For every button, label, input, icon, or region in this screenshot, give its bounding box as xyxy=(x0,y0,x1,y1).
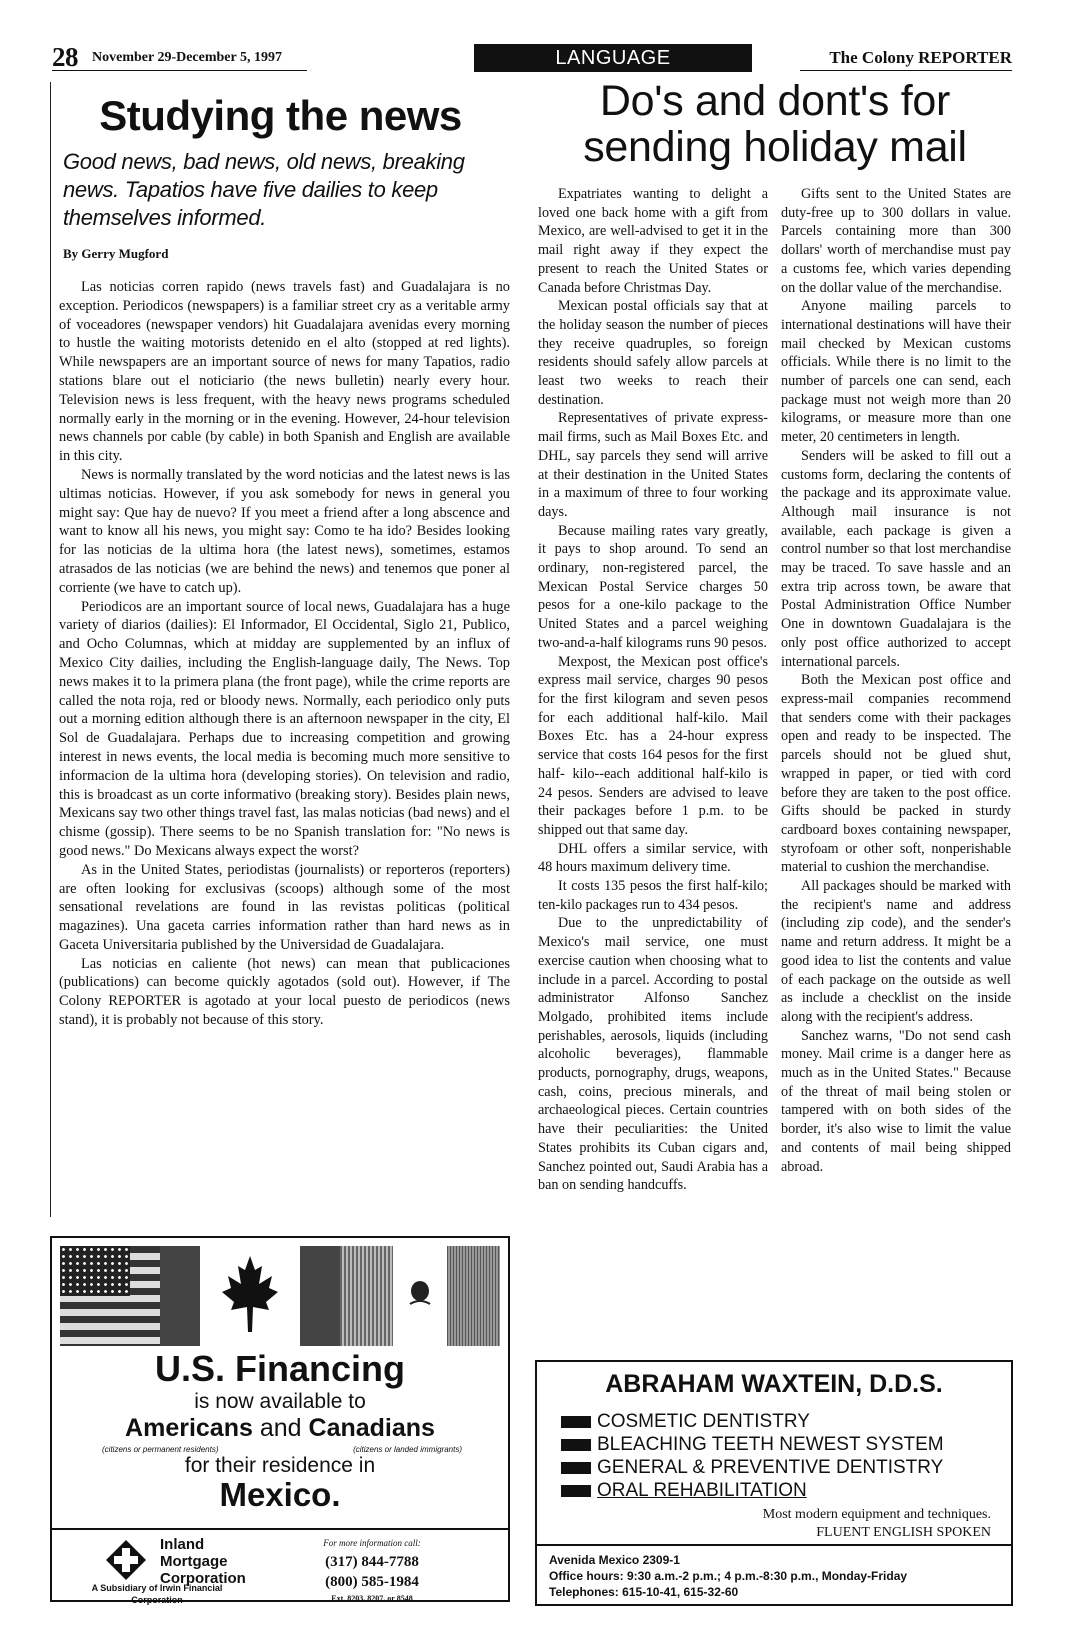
paragraph: Las noticias corren rapido (news travels fast) and Guadalajara is no exception. Periodicos (newspapers) is a familiar street cry as a veritable army of voceadores (newspaper vendors) hit Guadalajara avenidas every morning to hustle the waiting motorists detenido en el alto (stopped at red lights). While newspapers are an important source of news for many Tapatios, radio stations blare out el noticiario (the news bulletin) nearly every hour. Television news is less frequent, with the heavy news programs scheduled normally early in the morning or in the evening. However, 24-hour television news channels por cable (by cable) in both Spanish and English are available in this city. xyxy=(59,279,510,465)
paragraph: Periodicos are an important source of local news, Guadalajara has a huge variety of diarios (dailies): El Informador, El Occidental, Siglo 21, Publico, and Ocho Columnas, which at midday are supplemented by an influx of Mexico City dailies, including the English-language daily, The News. Top news makes it to la primera plana (the front page), while the crime reports are called the nota roja, red or bloody news. Normally, each periodico only puts out a morning edition although there is an afternoon newspaper in the city, El Sol de Guadalajara. Perhaps due to increasing competition and growing interest in news events, the local media is becoming much more sensitive to informacion de la ultima hora (developing stories). On television and radio, this is broadcast as un corte informativo (breaking story). Besides plain news, Mexicans say two other things travel fast, las malas noticias (bad news) and el chisme (gossip). There seems to be no Spanish translation for: "No news is good news." Do Mexicans always expect the worst? xyxy=(59,598,510,859)
page-number: 28 xyxy=(52,42,78,72)
canadians-label: Canadians xyxy=(308,1414,435,1442)
financing-country: Mexico. xyxy=(219,1476,341,1513)
paragraph: News is normally translated by the word noticias and the latest news is las ultimas noticias. However, if you ask somebody for news in general you might say: Que hay de nuevo? If you meet a friend after a long abscence and want to know all his news, you might say: Como te ha ido? Besides looking for las noticias de la ultima hora (the latest news), sometimes, estamos atrasados de las noticias (we are behind the news) and tenemos que poner al corriente (we have to catch up). xyxy=(59,466,510,596)
list-item: COSMETIC DENTISTRY xyxy=(561,1410,944,1433)
eligibility-notes xyxy=(102,1445,462,1454)
bullet-bar-icon xyxy=(561,1462,591,1474)
phone-2: (800) 585-1984 xyxy=(325,1574,419,1590)
financing-audience xyxy=(52,1414,508,1443)
paragraph: Gifts sent to the United States are duty-free up to 300 dollars in value. Parcels containing more than 300 dollars' worth of merchandise must pay a customs fee, which varies depending on the dollar value of the merchandise. xyxy=(781,186,1011,296)
lender-name: Inland Mortgage Corporation xyxy=(160,1536,246,1587)
address: Avenida Mexico 2309-1 xyxy=(549,1553,680,1567)
paragraph: Because mailing rates vary greatly, it pays to shop around. To send an ordinary, non-registered parcel, the Mexican Postal Service charges 50 pesos for a one-kilo package to the United States and a parcel weighing two-and-a-half kilograms runs 90 pesos. xyxy=(538,522,768,651)
paragraph: Expatriates wanting to delight a loved one back home with a gift from Mexico, are well-advised to get it in the mail right away if they expect the present to reach the United States or Canada before Christmas Day. xyxy=(538,186,768,296)
list-item: ORAL REHABILITATION xyxy=(561,1479,944,1502)
bullet-bar-icon xyxy=(561,1439,591,1451)
eagle-emblem-icon xyxy=(407,1278,433,1308)
masthead-rule-right xyxy=(800,70,1012,71)
dentist-contact xyxy=(549,1552,907,1600)
americans-label: Americans xyxy=(125,1414,253,1442)
paragraph: Sanchez warns, "Do not send cash money. Mail crime is a danger here as much as in the United States." Because of the threat of mail being stolen or tampered with on both sides of the border, it's also wise to limit the value and contents of mail being shipped abroad. xyxy=(781,1027,1011,1175)
left-article xyxy=(50,82,510,1217)
maple-leaf-icon xyxy=(220,1252,280,1337)
dentist-name: ABRAHAM WAXTEIN, D.D.S. xyxy=(605,1370,943,1398)
canadians-note: (citizens or landed immigrants) xyxy=(353,1445,462,1454)
paragraph: As in the United States, periodistas (journalists) or reporteros (reporters) are often looking for exclusivas (scoops) although some of the most sensational revelations are found in las revistas politicas (political magazines). Una gaceta carries information rather than hard news as in Gaceta Universitaria published by the Universidad de Guadalajara. xyxy=(59,861,510,953)
call-label: For more information call: xyxy=(323,1538,421,1548)
list-item: BLEACHING TEETH NEWEST SYSTEM xyxy=(561,1433,944,1456)
right-article-column-2 xyxy=(781,185,1011,1176)
paragraph: Senders will be asked to fill out a customs form, declaring the contents of the package and its approximate value. Although mail insurance is not available, each package is given a control number so that lost merchandise may be traced. To save hassle and an extra trip across town, be aware that Postal Administration Office Number One in downtown Guadalajara is the only post office authorized to accept international parcels. xyxy=(781,447,1011,670)
paragraph: Las noticias en caliente (hot news) can mean that publicaciones (publications) can become quickly agotados (sold out). However, if The Colony REPORTER is agotado at your local puesto de periodicos (news stand), it is probably not because of this story. xyxy=(59,955,510,1029)
dentist-ad xyxy=(535,1360,1013,1606)
list-item: GENERAL & PREVENTIVE DENTISTRY xyxy=(561,1456,944,1479)
paragraph: DHL offers a similar service, with 48 hours maximum delivery time. xyxy=(538,840,768,876)
paper-name: The Colony REPORTER xyxy=(829,48,1012,67)
paragraph: Due to the unpredictability of Mexico's mail service, one must exercise caution when choosing what to include in a parcel. According to postal administrator Alfonso Sanchez Molgado, prohibited items include perishables, aerosols, liquids (including alcoholic beverages), flammable products, pornography, drugs, weapons, cash, coins, precious minerals, and archaeological pieces. Certain countries have their peculiarities: the United States prohibits its Cuban cigars and, Sanchez pointed out, Saudi Arabia has a ban on sending handcuffs. xyxy=(538,915,768,1194)
financing-ad xyxy=(50,1236,510,1605)
phone-extensions: Ext. 8203, 8207, or 8548 xyxy=(331,1594,413,1603)
paragraph: All packages should be marked with the recipient's name and address (including zip code), and the sender's name and return address. It might be a good idea to list the contents and value of each package on the outside as well as include a checklist on the inside along with the recipient's address. xyxy=(781,878,1011,1025)
americans-note: (citizens or permanent residents) xyxy=(102,1445,219,1454)
telephones: Telephones: 615-10-41, 615-32-60 xyxy=(549,1585,739,1599)
us-flag-icon xyxy=(60,1246,160,1346)
left-article-body xyxy=(59,278,510,1030)
masthead xyxy=(52,40,1012,74)
phone-1: (317) 844-7788 xyxy=(325,1554,419,1570)
financing-headline: U.S. Financing xyxy=(154,1348,405,1389)
paragraph: Mexpost, the Mexican post office's express mail service, charges 90 pesos for the first kilogram and seven pesos for each additional half-kilo. Mail Boxes Etc. has a 24-hour express service that costs 164 pesos for the first half- kilo--each additional half-kilo is 24 pesos. Senders are advised to leave their packages before 1 p.m. to be shipped out that same day. xyxy=(538,653,768,838)
office-hours: Office hours: 9:30 a.m.-2 p.m.; 4 p.m.-8:30 p.m., Monday-Friday xyxy=(549,1569,908,1583)
paragraph: It costs 135 pesos the first half-kilo; ten-kilo packages run to 434 pesos. xyxy=(538,878,768,913)
byline: By Gerry Mugford xyxy=(63,246,169,261)
issue-date: November 29-December 5, 1997 xyxy=(92,50,282,65)
paragraph: Representatives of private express-mail firms, such as Mail Boxes Etc. and DHL, say parcels they send will arrive at their destination in the United States in a maximum of three to four working days. xyxy=(538,410,768,520)
paragraph: Both the Mexican post office and express-mail companies recommend that senders come with their packages open and ready to be inspected. The parcels should not be glued shut, wrapped in paper, or tied with cord before they are taken to the post office. Gifts should be packed in sturdy cardboard boxes containing newspaper, styrofoam or other soft, nonperishable material to cushion the merchandise. xyxy=(781,672,1011,876)
bullet-bar-icon xyxy=(561,1485,591,1497)
dentist-features: Most modern equipment and techniques. FLUENT ENGLISH SPOKEN xyxy=(762,1507,991,1540)
right-article-title: Do's and dont's for sending holiday mail xyxy=(583,77,967,171)
lender-parent: A Subsidiary of Irwin Financial Corporation xyxy=(91,1583,223,1605)
mexico-flag-icon xyxy=(340,1246,500,1346)
canada-flag-icon xyxy=(160,1246,340,1346)
masthead-rule-left xyxy=(52,70,307,71)
financing-subline: is now available to xyxy=(194,1390,366,1413)
and-label: and xyxy=(259,1414,302,1442)
left-article-deck: Good news, bad news, old news, breaking news. Tapatios have five dailies to keep themselves informed. xyxy=(63,149,465,230)
lender-info xyxy=(52,1528,508,1605)
divider xyxy=(537,1544,1011,1546)
financing-residence: for their residence in xyxy=(184,1454,376,1477)
left-article-title: Studying the news xyxy=(99,92,462,139)
bullet-bar-icon xyxy=(561,1416,591,1428)
right-article-column-1 xyxy=(538,185,768,1195)
section-label: LANGUAGE xyxy=(474,44,752,72)
flags-banner xyxy=(60,1246,500,1346)
services-list xyxy=(561,1410,944,1502)
paragraph: Anyone mailing parcels to international destinations will have their mail checked by Mexican customs officials. While there is no limit to the number of parcels one can send, each package must not weigh more than 20 kilograms, or measure more than one meter, 20 centimeters in length. xyxy=(781,298,1011,446)
inland-mortgage-logo-icon xyxy=(104,1538,148,1582)
paragraph: Mexican postal officials say that at the holiday season the number of pieces they receive quadruples, so foreign residents should safely allow parcels at least two weeks to reach their destination. xyxy=(538,298,768,408)
